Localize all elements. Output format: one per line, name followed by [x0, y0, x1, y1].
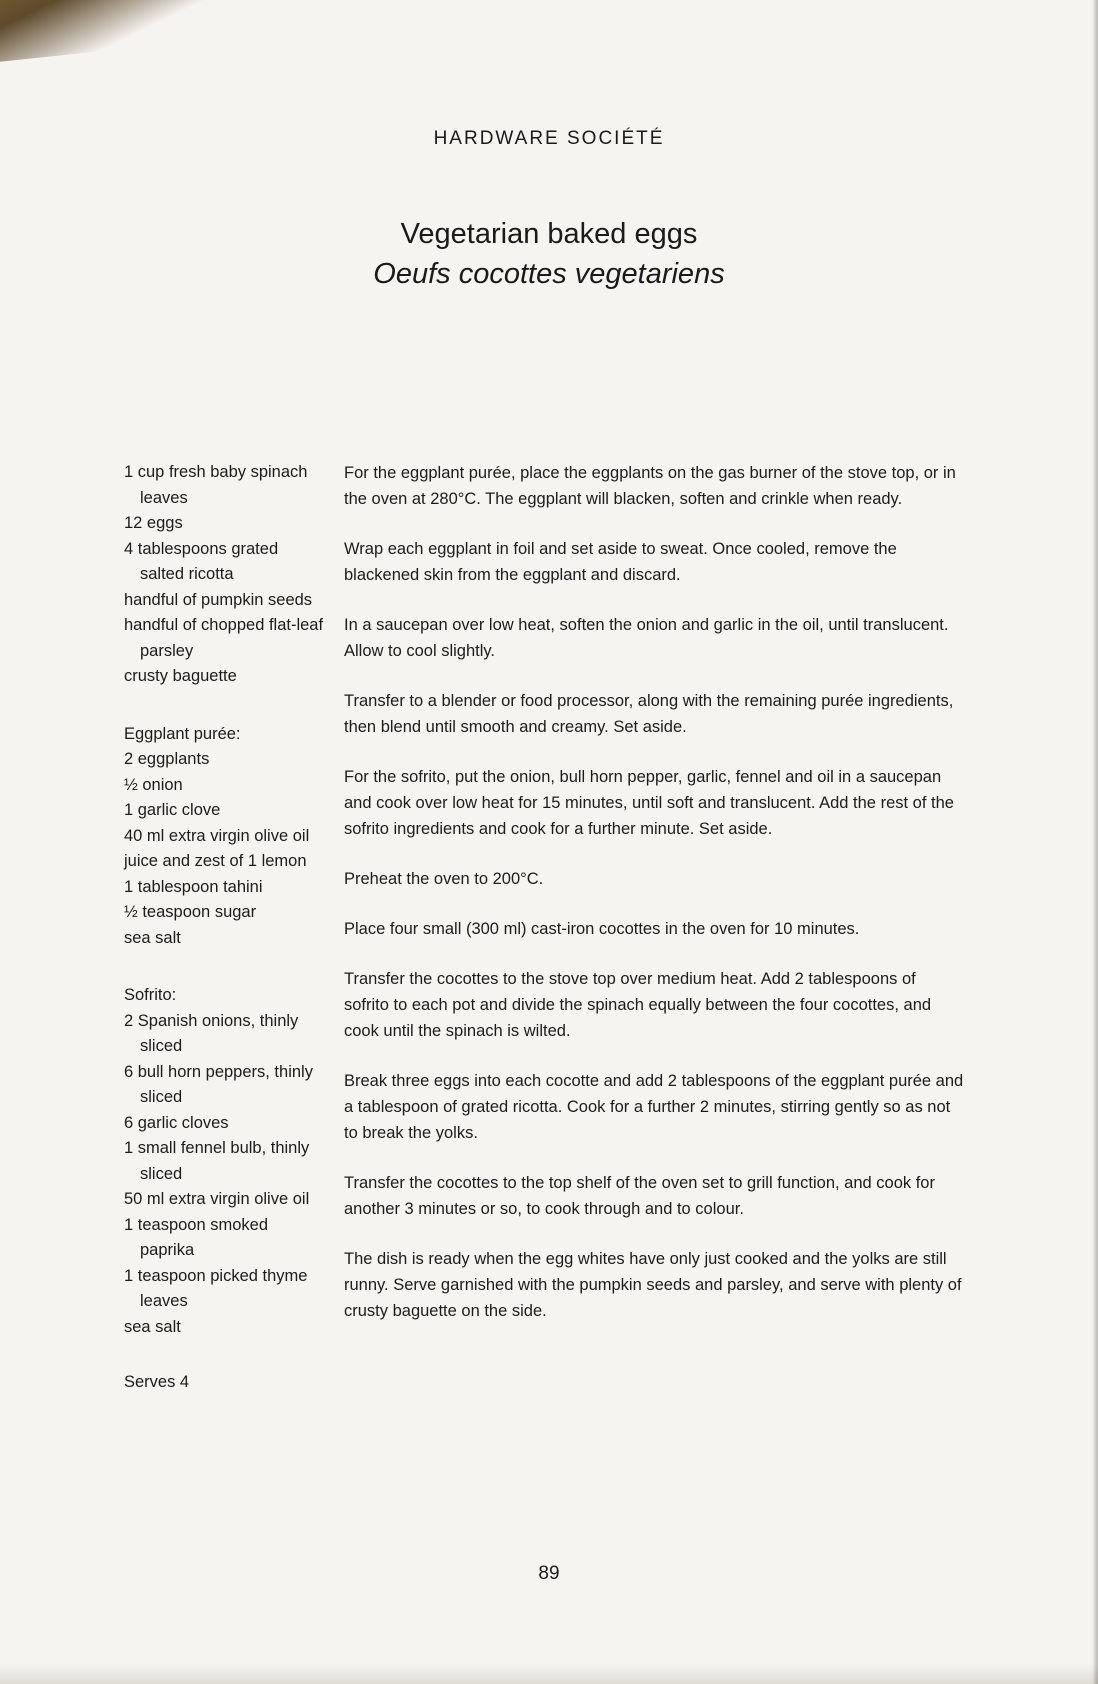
sofrito-ingredients: [124, 1009, 324, 1341]
ingredient-item: handful of pumpkin seeds: [124, 590, 313, 609]
method-step: Transfer the cocottes to the stove top over medium heat. Add 2 tablespoons of sofrito to each pot and divide the spinach equally between the four cocottes, and cook until the spinach is wilted.: [344, 970, 932, 1040]
ingredient-item: 2 Spanish onions, thinly sliced: [124, 1011, 299, 1055]
method-column: [344, 460, 964, 1348]
method-step: The dish is ready when the egg whites have only just cooked and the yolks are still runny. Serve garnished with the pumpkin seeds and parsley, and serve with plenty of crusty baguette on the side.: [344, 1250, 962, 1320]
serves-note: Serves 4: [124, 1373, 190, 1391]
ingredient-item: 4 tablespoons grated salted ricotta: [124, 539, 279, 583]
ingredients-column: [124, 460, 324, 1396]
ingredient-item: 6 bull horn peppers, thinly sliced: [124, 1062, 313, 1106]
method-step: Break three eggs into each cocotte and add 2 tablespoons of the eggplant purée and a tablespoon of grated ricotta. Cook for a further 2 minutes, stirring gently so as not to break the yolks.: [344, 1072, 964, 1142]
page-edge-shadow: [1092, 0, 1098, 1684]
eggplant-puree-heading: Eggplant purée:: [124, 724, 241, 743]
ingredient-item: ½ onion: [124, 775, 183, 794]
ingredient-item: 40 ml extra virgin olive oil: [124, 826, 310, 845]
page-corner-shadow: [0, 0, 264, 65]
method-step: Place four small (300 ml) cast-iron cocottes in the oven for 10 minutes.: [344, 920, 860, 938]
method-step: Transfer to a blender or food processor, along with the remaining purée ingredients, then blend until smooth and creamy. Set aside.: [344, 692, 954, 736]
ingredient-item: handful of chopped flat-leaf parsley: [124, 616, 324, 660]
ingredient-item: sea salt: [124, 1317, 181, 1336]
page-number: 89: [538, 1563, 560, 1584]
method-step: Wrap each eggplant in foil and set aside to sweat. Once cooled, remove the blackened skin from the eggplant and discard.: [344, 540, 897, 584]
ingredient-item: 1 teaspoon smoked paprika: [124, 1215, 269, 1259]
ingredient-item: 12 eggs: [124, 514, 183, 532]
ingredient-item: 1 garlic clove: [124, 801, 221, 819]
ingredient-item: 1 small fennel bulb, thinly sliced: [124, 1139, 310, 1183]
ingredient-item: crusty baguette: [124, 667, 237, 685]
method-step: For the eggplant purée, place the eggplants on the gas burner of the stove top, or in the oven at 280°C. The eggplant will blacken, soften and crinkle when ready.: [344, 464, 956, 508]
ingredient-item: juice and zest of 1 lemon: [124, 852, 307, 870]
eggplant-ingredients: [124, 747, 324, 951]
ingredient-item: sea salt: [124, 928, 181, 947]
ingredient-item: ½ teaspoon sugar: [124, 903, 257, 921]
method-step: In a saucepan over low heat, soften the onion and garlic in the oil, until translucent. Allow to cool slightly.: [344, 616, 949, 660]
page-bottom-shadow: [0, 1664, 1098, 1684]
ingredient-item: 1 tablespoon tahini: [124, 877, 263, 896]
sofrito-heading: Sofrito:: [124, 986, 177, 1004]
main-ingredients: [124, 460, 324, 690]
ingredient-item: 6 garlic cloves: [124, 1113, 229, 1132]
running-head: HARDWARE SOCIÉTÉ: [433, 128, 665, 149]
method-step: For the sofrito, put the onion, bull horn pepper, garlic, fennel and oil in a saucepan and cook over low heat for 15 minutes, until soft and translucent. Add the rest of the sofrito ingredients and cook for a further minute. Set aside.: [344, 768, 954, 838]
method-step: Transfer the cocottes to the top shelf of the oven set to grill function, and cook for another 3 minutes or so, to cook through and to colour.: [344, 1174, 935, 1218]
ingredient-item: 50 ml extra virgin olive oil: [124, 1190, 310, 1208]
ingredient-item: 2 eggplants: [124, 750, 210, 768]
method-step: Preheat the oven to 200°C.: [344, 870, 544, 888]
ingredient-item: 1 teaspoon picked thyme leaves: [124, 1266, 308, 1310]
ingredient-item: 1 cup fresh baby spinach leaves: [124, 463, 308, 507]
recipe-title: Vegetarian baked eggs: [400, 218, 698, 250]
recipe-subtitle: Oeufs cocottes vegetariens: [373, 258, 725, 290]
